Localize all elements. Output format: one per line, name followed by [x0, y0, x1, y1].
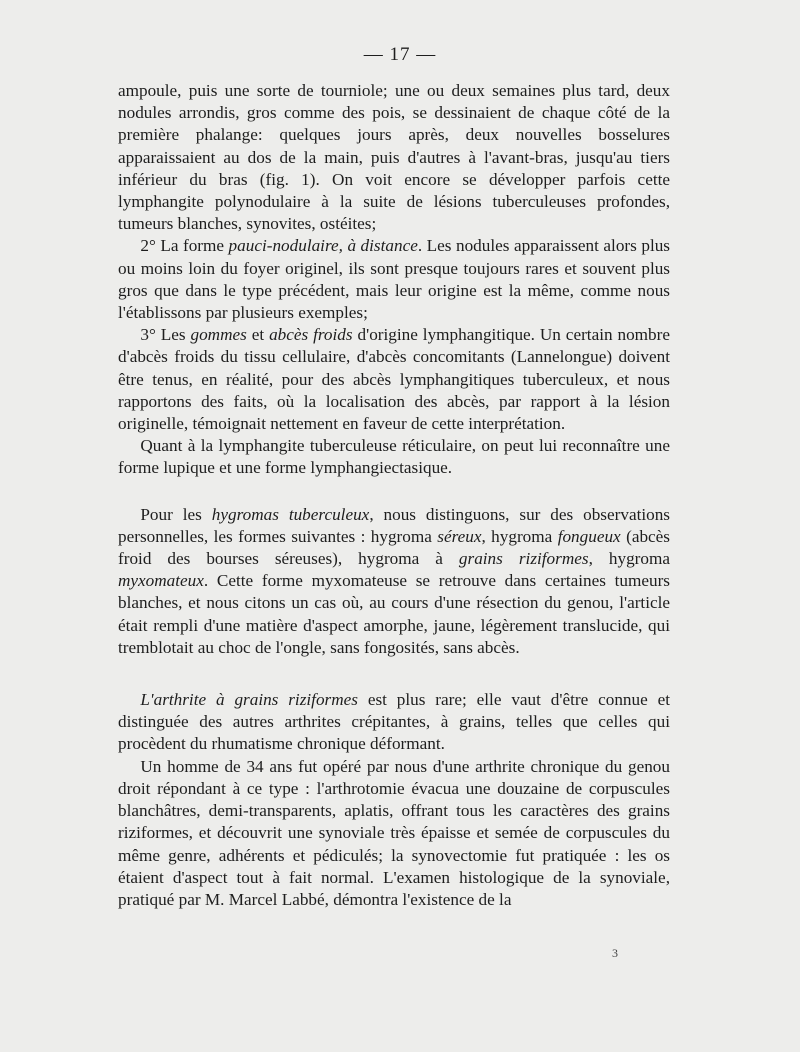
paragraph-2	[118, 235, 670, 324]
p5-italic-3: fongueux	[557, 526, 621, 546]
p3-text-c: d'origine lymphangitique. Un certain nombre d'abcès froids du tissu cellulaire, d'abcès concomitants (Lannelongue) doivent être tenus, en réalité, pour des abcès lymphangitiques tuberculeux, et nous rapportons des faits, où la localisation des abcès, par rapport à la lésion originelle, témoignait nettement en faveur de cette interprétation.	[118, 325, 670, 434]
p6-text-a: est plus rare; elle vaut d'être connue et distinguée des autres arthrites crépitantes, à grains, telles que celles qui procèdent du rhumatisme chronique déformant.	[118, 690, 671, 754]
p6-italic: L'arthrite à grains riziformes	[140, 690, 358, 710]
signature-mark: 3	[612, 946, 618, 960]
p5-text-c: , hygroma	[481, 526, 558, 546]
p5-italic-2: séreux	[437, 526, 482, 546]
p5-text-a: Pour les	[140, 504, 212, 524]
p5-text-d: (abcès froid des bourses séreuses), hygroma à	[118, 526, 670, 569]
p3-text-a: 3° Les	[140, 325, 191, 345]
p3-italic-2: abcès froids	[269, 325, 353, 345]
paragraph-5	[118, 504, 670, 659]
p5-italic-5: myxomateux	[118, 571, 204, 591]
paragraph-3	[118, 324, 670, 435]
p5-italic-4: grains riziformes	[458, 549, 589, 569]
body-text	[118, 80, 670, 911]
p3-italic-1: gommes	[190, 325, 247, 345]
paragraph-4: Quant à la lymphangite tuberculeuse réticulaire, on peut lui reconnaître une forme lupique et une forme lymphangiectasique.	[118, 436, 670, 478]
p5-text-b: , nous distinguons, sur des observations personnelles, les formes suivantes : hygroma	[118, 504, 670, 546]
page-number-header: — 17 —	[363, 44, 437, 65]
paragraph-6	[118, 689, 670, 756]
p5-text-e: , hygroma	[588, 549, 670, 569]
p5-italic-1: hygromas tuberculeux	[211, 504, 370, 524]
p2-italic: pauci-nodulaire, à distance	[228, 236, 418, 256]
paragraph-1: ampoule, puis une sorte de tourniole; une ou deux semaines plus tard, deux nodules arrondis, gros comme des pois, se dessinaient de chaque côté de la première phalange: quelques jours après, deux nouvelles bosselures apparaissaient au dos de la main, puis d'autres à l'avant-bras, jusqu'au tiers inférieur du bras (fig. 1). On voit encore se développer parfois cette lymphangite polynodulaire à la suite de lésions tuberculeuses profondes, tumeurs blanches, synovites, ostéites;	[118, 81, 670, 234]
p5-text-f: . Cette forme myxomateuse se retrouve dans certaines tumeurs blanches, et nous citons un cas où, au cours d'une résection du genou, l'article était rempli d'une matière d'aspect amorphe, jaune, légèrement translucide, qui tremblotait au choc de l'ongle, sans fongosités, sans abcès.	[118, 571, 670, 657]
p2-text-a: 2° La forme	[140, 236, 229, 256]
p2-text-b: . Les nodules apparaissent alors plus ou moins loin du foyer originel, ils sont presque toujours rares et souvent plus gros que dans le type précédent, mais leur origine est la même, comme nous l'établissons par plusieurs exemples;	[118, 236, 670, 323]
paragraph-7: Un homme de 34 ans fut opéré par nous d'une arthrite chronique du genou droit répondant à ce type : l'arthrotomie évacua une douzaine de corpuscules blanchâtres, demi-transparents, aplatis, offrant tous les caractères des grains riziformes, et découvrit une synoviale très épaisse et semée de corpuscules du même genre, adhérents et pédiculés; la synovectomie fut pratiquée : les os étaient d'aspect tout à fait normal. L'examen histologique de la synoviale, pratiqué par M. Marcel Labbé, démontra l'existence de la	[118, 756, 670, 909]
p3-text-b: et	[246, 325, 270, 345]
